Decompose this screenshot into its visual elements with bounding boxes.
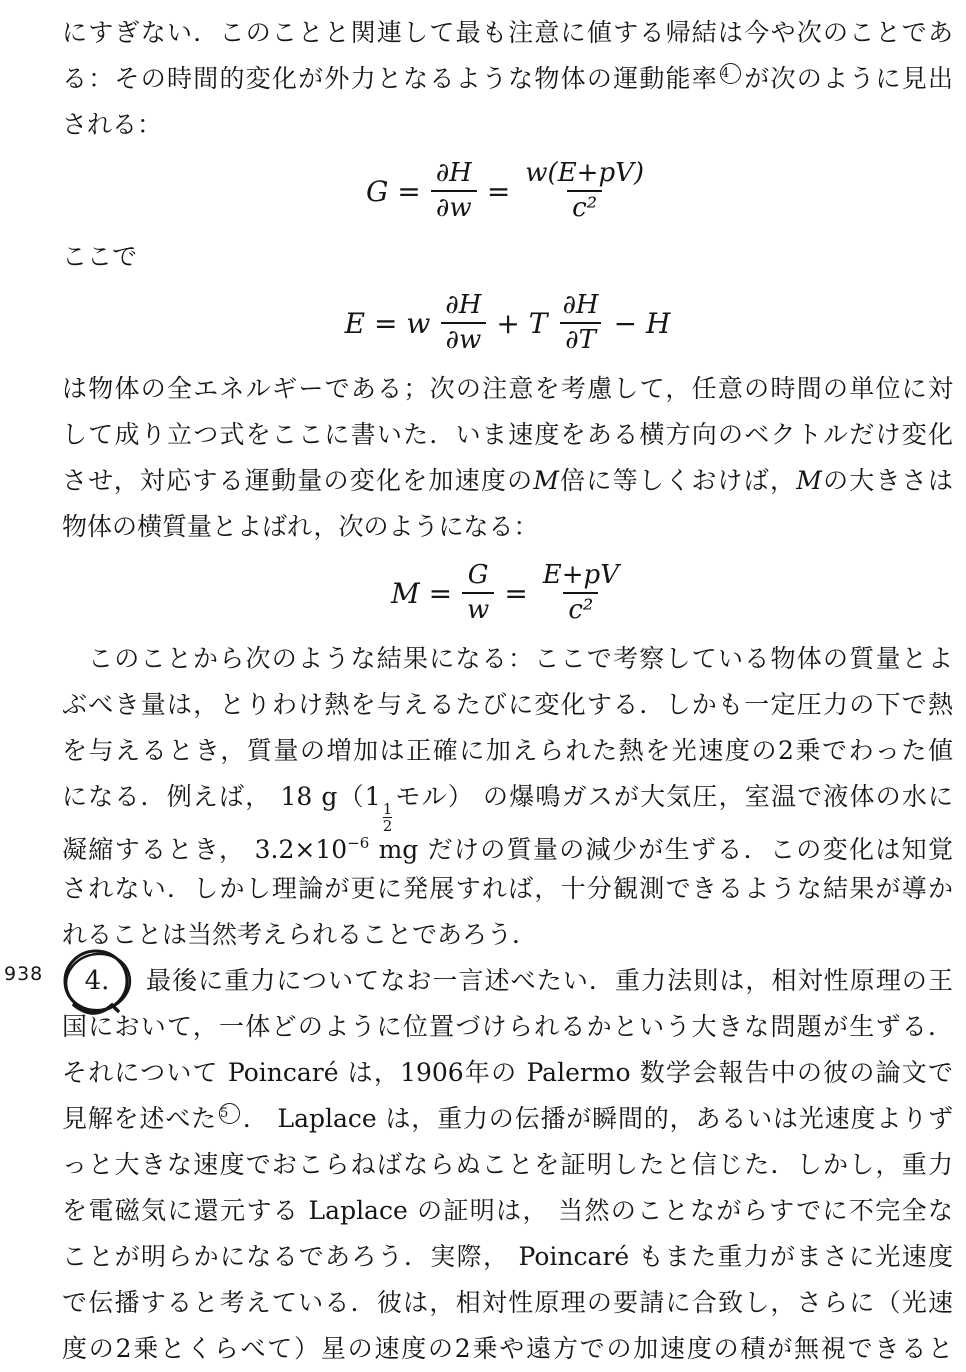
margin-page-number: 938 [4, 963, 44, 985]
text-line [62, 1280, 953, 1326]
text-run: っと大きな速度でおこらねばならぬことを証明したと信じた．しかし，重力 [62, 1150, 953, 1179]
text-line [62, 1234, 953, 1280]
text-run: にすぎない．このことと関連して最も注意に値する帰結は今や次のことであ [62, 18, 953, 47]
text-run: になる．例えば， 18 g（1 [62, 782, 381, 811]
fraction [538, 561, 624, 626]
footnote-marker-4-icon: 4 [720, 63, 741, 84]
text-run: を与えるとき，質量の増加は正確に加えられた熱を光速度の2乗でわった値 [62, 736, 953, 765]
fraction-numerator: ∂H [562, 289, 599, 320]
text-line [62, 10, 953, 56]
fraction [520, 159, 649, 224]
text-run: が次のように見出 [743, 64, 953, 93]
fraction-numerator: ∂H [445, 289, 482, 320]
text-run: 凝縮するとき， 3.2×10 [62, 835, 348, 864]
fraction-denominator: ∂T [560, 322, 601, 356]
paragraph-3 [62, 366, 953, 550]
text-run: それについて Poincaré は，1906年の Palermo 数学会報告中の彼の論文で [62, 1058, 953, 1087]
section-number: 4. [84, 966, 110, 996]
paragraph-1 [62, 10, 953, 148]
equals-sign: = [486, 174, 511, 208]
text-line [62, 412, 953, 458]
paragraph-2 [62, 234, 953, 280]
formula-total-energy-E [62, 286, 953, 360]
fraction-denominator: ∂w [441, 322, 487, 356]
text-run: で伝播すると考えている．彼は，相対性原理の要請に合致し，さらに（光速 [62, 1288, 953, 1317]
text-run: の大きさは [821, 466, 953, 495]
text-line [62, 234, 953, 280]
text-line [62, 56, 953, 102]
text-line [62, 1188, 953, 1234]
text-line [62, 636, 953, 682]
fraction-denominator: 2 [382, 817, 393, 835]
text-line [62, 682, 953, 728]
fraction-denominator: ∂w [431, 190, 477, 224]
math-variable-M: M [533, 466, 559, 495]
text-line [62, 912, 953, 958]
text-run: このことから次のような結果になる：ここで考察している物体の質量とよ [88, 644, 953, 673]
text-line [62, 866, 953, 912]
text-run: モル） の爆鳴ガスが大気圧，室温で液体の水に [394, 782, 954, 811]
fraction-numerator: w(E+pV) [525, 157, 645, 188]
text-line-with-annotations [4, 958, 953, 1004]
text-line [62, 728, 953, 774]
text-run: ぶべき量は，とりわけ熱を与えるたびに変化する．しかも一定圧力の下で熱 [62, 690, 953, 719]
fraction [440, 291, 486, 356]
text-run: させ，対応する運動量の変化を加速度の [62, 466, 534, 495]
minus-term: − H [613, 306, 671, 340]
text-line [62, 1050, 953, 1096]
paragraph-5 [4, 958, 953, 1372]
formula-momentum-G [62, 154, 953, 228]
formula-lhs: G = [365, 174, 421, 208]
fraction [462, 561, 494, 626]
text-run: ここで [62, 242, 138, 271]
fraction-numerator: E+pV [542, 559, 619, 590]
fraction-numerator: G [467, 559, 489, 590]
text-line [62, 504, 953, 550]
equals-sign: = [504, 576, 528, 610]
text-line [62, 102, 953, 148]
formula-lhs: M = [391, 576, 453, 610]
text-run: 物体の横質量とよばれ，次のようになる： [62, 512, 539, 541]
footnote-marker-5-icon: 5 [219, 1103, 240, 1124]
text-run: ことが明らかになるであろう．実際， Poincaré もまた重力がまさに光速度 [62, 1242, 953, 1271]
plus-term: + T [496, 306, 548, 340]
text-run: を電磁気に還元する Laplace の証明は， 当然のことながらすでに不完全な [62, 1196, 953, 1225]
fraction-denominator: c² [563, 592, 598, 626]
text-run: れることは当然考えられることであろう． [62, 920, 538, 949]
text-run: されない．しかし理論が更に発展すれば，十分観測できるような結果が導か [62, 874, 953, 903]
fraction-numerator: ∂H [435, 157, 472, 188]
text-run: は物体の全エネルギーである；次の注意を考慮して，任意の時間の単位に対 [62, 374, 953, 403]
text-line [62, 1096, 953, 1142]
text-line [62, 1142, 953, 1188]
text-run: 見解を述べた [62, 1104, 218, 1133]
fraction-numerator: 1 [382, 800, 393, 818]
fraction-denominator: w [462, 592, 494, 626]
text-line [62, 366, 953, 412]
fraction-denominator: c² [567, 190, 602, 224]
formula-lhs: E = w [344, 306, 431, 340]
text-run: mg だけの質量の減少が生ずる．この変化は知覚 [369, 835, 953, 864]
math-variable-M: M [796, 466, 822, 495]
text-run: ． Laplace は，重力の伝播が瞬間的，あるいは光速度よりず [242, 1104, 953, 1133]
text-line [62, 820, 953, 866]
fraction [557, 291, 603, 356]
fraction [431, 159, 477, 224]
text-run: して成り立つ式をここに書いた．いま速度をある横方向のベクトルだけ変化 [62, 420, 953, 449]
section-marker-circled [58, 945, 136, 1021]
text-run: 倍に等しくおけば， [558, 466, 797, 495]
text-run: 最後に重力についてなお一言述べたい．重力法則は，相対性原理の王 [146, 966, 953, 995]
text-run: される： [62, 110, 163, 139]
text-line [62, 458, 953, 504]
text-line [62, 1326, 953, 1372]
formula-transverse-mass-M [62, 556, 953, 630]
text-line [62, 1004, 953, 1050]
text-line [62, 774, 954, 835]
exponent: −6 [347, 834, 370, 852]
text-run: 度の2乗とくらべて）星の速度の2乗や遠方での加速度の積が無視できると [62, 1334, 953, 1363]
text-run: る：その時間的変化が外力となるような物体の運動能率 [62, 64, 719, 93]
text-run: 国において，一体どのように位置づけられるかという大きな問題が生ずる． [62, 1012, 953, 1041]
paragraph-4 [62, 636, 953, 958]
